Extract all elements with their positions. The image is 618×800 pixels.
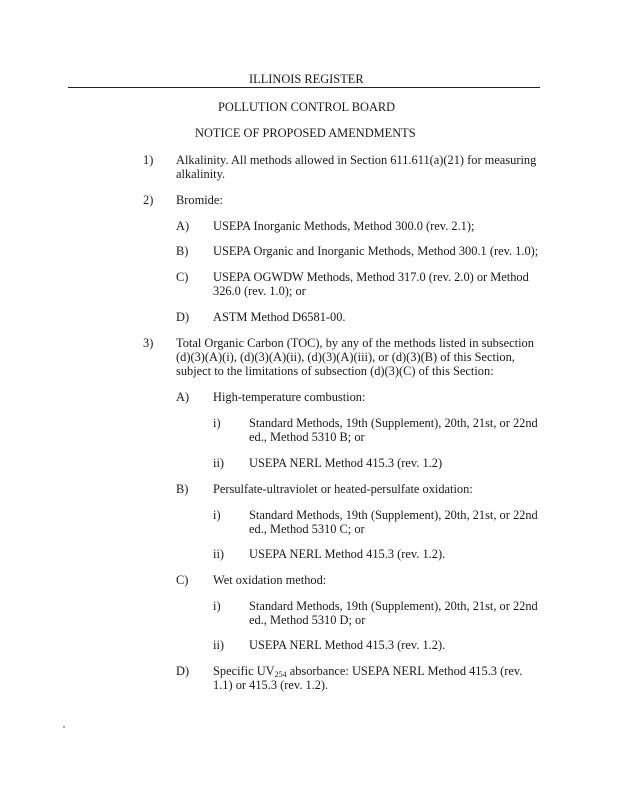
- item-3c-i-line-1: Standard Methods, 19th (Supplement), 20th, 21st, or 22nd: [249, 599, 538, 613]
- item-2c-label: C): [176, 270, 189, 284]
- item-3-line-1: Total Organic Carbon (TOC), by any of the methods listed in subsection: [176, 336, 534, 350]
- item-3a-text: High-temperature combustion:: [213, 390, 366, 404]
- item-3a-ii-label: ii): [213, 456, 225, 470]
- item-3-line-3: subject to the limitations of subsection (d)(3)(C) of this Section:: [176, 364, 494, 378]
- item-3b-i-line-1: Standard Methods, 19th (Supplement), 20th, 21st, or 22nd: [249, 508, 538, 522]
- item-2a-text: USEPA Inorganic Methods, Method 300.0 (rev. 2.1);: [213, 219, 475, 233]
- item-3b-ii-text: USEPA NERL Method 415.3 (rev. 1.2).: [249, 547, 446, 561]
- item-3-number: 3): [143, 336, 154, 350]
- notice-title: NOTICE OF PROPOSED AMENDMENTS: [195, 126, 416, 140]
- item-1-line-2: alkalinity.: [176, 167, 226, 181]
- item-3c-text: Wet oxidation method:: [213, 573, 327, 587]
- item-3a-label: A): [176, 390, 190, 404]
- item-2b-label: B): [176, 244, 189, 258]
- item-1-line-1: Alkalinity. All methods allowed in Section 611.611(a)(21) for measuring: [176, 153, 537, 167]
- item-3c-i-label: i): [213, 599, 221, 613]
- item-3d-subscript: 254: [274, 670, 287, 679]
- item-2b-text: USEPA Organic and Inorganic Methods, Method 300.1 (rev. 1.0);: [213, 244, 539, 258]
- item-2c-line-2: 326.0 (rev. 1.0); or: [213, 284, 306, 298]
- item-3c-ii-label: ii): [213, 638, 225, 652]
- item-2a-label: A): [176, 219, 190, 233]
- scan-speck: [63, 726, 65, 728]
- header-rule: [68, 87, 540, 88]
- item-3d-text-pre: Specific UV: [213, 664, 275, 678]
- item-3d-label: D): [176, 664, 190, 678]
- item-3b-text: Persulfate-ultraviolet or heated-persulfate oxidation:: [213, 482, 473, 496]
- item-3a-ii-text: USEPA NERL Method 415.3 (rev. 1.2): [249, 456, 443, 470]
- item-3a-i-line-1: Standard Methods, 19th (Supplement), 20th, 21st, or 22nd: [249, 416, 538, 430]
- item-3b-ii-label: ii): [213, 547, 225, 561]
- item-3a-i-line-2: ed., Method 5310 B; or: [249, 430, 365, 444]
- item-3b-i-label: i): [213, 508, 221, 522]
- item-2-text: Bromide:: [176, 193, 223, 207]
- item-2c-line-1: USEPA OGWDW Methods, Method 317.0 (rev. 2.0) or Method: [213, 270, 529, 284]
- board-name: POLLUTION CONTROL BOARD: [218, 100, 396, 114]
- item-3-line-2: (d)(3)(A)(i), (d)(3)(A)(ii), (d)(3)(A)(iii), or (d)(3)(B) of this Section,: [176, 350, 515, 364]
- item-2-number: 2): [143, 193, 154, 207]
- item-3c-i-line-2: ed., Method 5310 D; or: [249, 613, 366, 627]
- item-3c-ii-text: USEPA NERL Method 415.3 (rev. 1.2).: [249, 638, 446, 652]
- item-3b-i-line-2: ed., Method 5310 C; or: [249, 522, 365, 536]
- item-3d-line-2: 1.1) or 415.3 (rev. 1.2).: [213, 678, 329, 692]
- item-2d-text: ASTM Method D6581-00.: [213, 310, 346, 324]
- item-3c-label: C): [176, 573, 189, 587]
- item-3a-i-label: i): [213, 416, 221, 430]
- item-3b-label: B): [176, 482, 189, 496]
- item-3d-text-post: absorbance: USEPA NERL Method 415.3 (rev.: [286, 664, 523, 678]
- item-2d-label: D): [176, 310, 190, 324]
- item-1-number: 1): [143, 153, 154, 167]
- register-title: ILLINOIS REGISTER: [249, 72, 364, 86]
